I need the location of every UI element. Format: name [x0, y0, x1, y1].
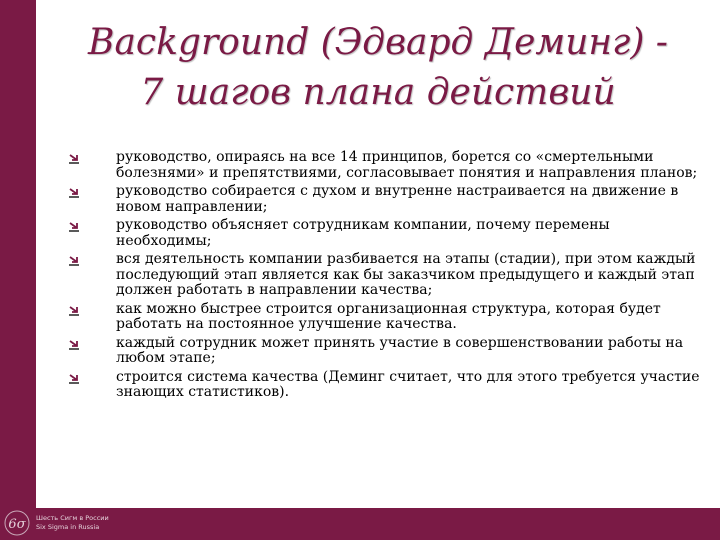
arrow-bullet-icon [68, 338, 80, 350]
list-item [60, 252, 700, 299]
list-item [60, 184, 700, 215]
list-item [60, 218, 700, 249]
arrow-bullet-icon [68, 152, 80, 164]
arrow-bullet-icon [68, 220, 80, 232]
footer-logo-text [36, 514, 109, 532]
list-item-text: строится система качества (Деминг считает, что для этого требуется участие знающих статистиков). [116, 368, 700, 400]
list-item-text: каждый сотрудник может принять участие в совершенствовании работы на любом этапе; [116, 334, 684, 366]
arrow-bullet-icon [68, 372, 80, 384]
list-item-text: как можно быстрее строится организационная структура, которая будет работать на постоянное улучшение качества. [116, 300, 661, 332]
list-item-text: вся деятельность компании разбивается на этапы (стадии), при этом каждый последующий этап является как бы заказчиком предыдущего и каждый этап должен работать в направлении качества; [116, 251, 696, 298]
list-item-text: руководство объясняет сотрудникам компании, почему перемены необходимы; [116, 217, 610, 249]
list-item [60, 370, 700, 401]
logo-line-2: Six Sigma in Russia [36, 523, 100, 531]
six-sigma-logo-icon [2, 508, 32, 538]
list-item [60, 336, 700, 367]
action-steps-list [60, 150, 700, 404]
list-item [60, 302, 700, 333]
list-item-text: руководство, опираясь на все 14 принципов, борется со «смертельными болезнями» и препятствиями, согласовывает понятия и направления планов; [116, 149, 698, 181]
logo-mark: 6σ [8, 517, 26, 532]
title-line-1: Background (Эдвард Деминг) - [88, 22, 668, 63]
arrow-bullet-icon [68, 186, 80, 198]
list-item [60, 150, 700, 181]
slide-title [36, 18, 720, 118]
title-line-2: 7 шагов плана действий [140, 72, 616, 113]
arrow-bullet-icon [68, 254, 80, 266]
logo-line-1: Шесть Сигм в России [36, 514, 109, 522]
list-item-text: руководство собирается с духом и внутренне настраивается на движение в новом направлении; [116, 183, 679, 215]
left-accent-bar [0, 0, 36, 540]
arrow-bullet-icon [68, 304, 80, 316]
